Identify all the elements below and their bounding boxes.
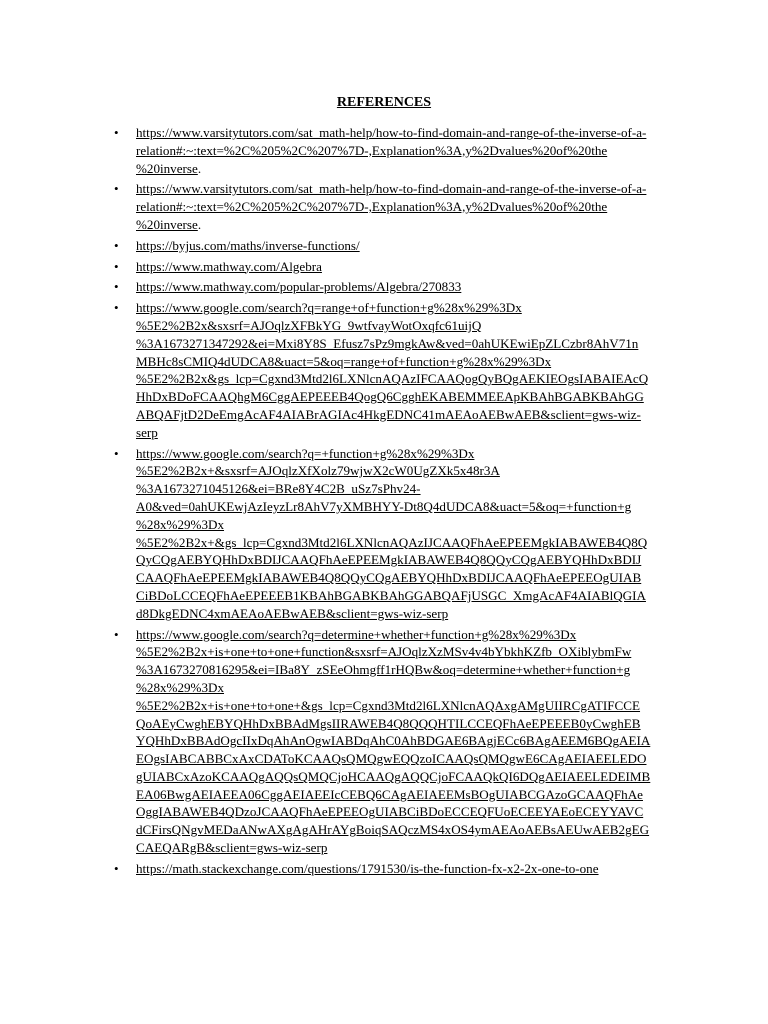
reference-link-line — [136, 534, 690, 552]
reference-link-line — [136, 406, 690, 424]
reference-link-text: dCFirsQNgvMEDaANwAXgAgAHrAYgBoiqSAQczMS4xOS4ymAEAoAEBsAEUwAEB2gEG — [136, 822, 650, 838]
reference-link-line — [136, 124, 690, 142]
reference-link-line — [136, 160, 690, 178]
bullet-icon: • — [114, 860, 119, 876]
reference-link-line — [136, 353, 690, 371]
reference-link-text: %5E2%2B2x+is+one+to+one+function&sxsrf=AJOqlzXzMSv4v4bYbkhKZfb_OXiblybmFw — [136, 644, 632, 660]
reference-link-text: %20inverse — [136, 160, 198, 176]
reference-link-text: https://www.mathway.com/Algebra — [136, 258, 322, 274]
reference-link-line — [136, 278, 690, 296]
reference-link-text: https://www.varsitytutors.com/sat_math-help/how-to-find-domain-and-range-of-the-inverse-of-a- — [136, 125, 647, 140]
reference-link-text: OggIABAWEB4QDzoJCAAQFhAeEPEEOgUIABCiBDoECCEQFUoECEEYAEoECEYYAVC — [136, 804, 644, 820]
bullet-icon: • — [114, 181, 119, 197]
reference-link-line — [136, 860, 690, 878]
reference-link-line — [136, 237, 690, 255]
reference-link-text: https://www.google.com/search?q=+function+g%28x%29%3Dx — [136, 445, 475, 461]
reference-link-text: %28x%29%3Dx — [136, 679, 225, 695]
reference-link-text: EA06BwgAEIAEEA06CggAEIAEEIcCEBQ6CAgAEIAEEMsBOgUIABCGAzoGCAAQFhAe — [136, 786, 643, 802]
reference-trailing-period: . — [197, 160, 202, 176]
bullet-icon: • — [114, 300, 119, 316]
reference-link-text: HhDxBDoFCAAQhgM6CggAEPEEEB4QogQ6CgghEKABEMMEEApKBAhBGABKBAhGG — [136, 389, 644, 405]
reference-link-line — [136, 626, 690, 644]
reference-link-text: %5E2%2B2x+&gs_lcp=Cgxnd3Mtd2l6LXNlcnAQAzIJCAAQFhAeEPEEMgkIABAWEB4Q8Q — [136, 534, 648, 550]
reference-item — [110, 860, 690, 878]
reference-link-line — [136, 424, 690, 442]
reference-link-text: %5E2%2B2x&sxsrf=AJOqlzXFBkYG_9wtfvayWotOxqfc61uijQ — [136, 317, 482, 333]
reference-link-line — [136, 697, 690, 715]
reference-item — [110, 278, 690, 296]
reference-item — [110, 626, 690, 857]
reference-link-text: %3A1673270816295&ei=IBa8Y_zSEeOhmgff1rHQBw&oq=determine+whether+function+g — [136, 662, 631, 678]
reference-link-text: %20inverse — [136, 216, 198, 232]
reference-link[interactable] — [136, 180, 690, 233]
reference-link-text: MBHc8sCMIQ4dUDCA8&uact=5&oq=range+of+function+g%28x%29%3Dx — [136, 353, 552, 369]
reference-link-line — [136, 445, 690, 463]
reference-link-text: https://www.varsitytutors.com/sat_math-help/how-to-find-domain-and-range-of-the-inverse-of-a- — [136, 181, 647, 197]
reference-link-text: CAEQARgB&sclient=gws-wiz-serp — [136, 840, 328, 856]
reference-link-line — [136, 679, 690, 697]
bullet-icon: • — [114, 125, 119, 140]
reference-link-line — [136, 198, 690, 216]
reference-link-line — [136, 299, 690, 317]
reference-link-text: QoAEyCwghEBYQHhDxBBAdMgsIIRAWEB4Q8QQQHTILCCEQFhAeEPEEEB0yCwghEB — [136, 715, 641, 731]
reference-link[interactable] — [136, 299, 690, 441]
reference-item — [110, 445, 690, 623]
reference-item — [110, 124, 690, 177]
reference-link-line — [136, 370, 690, 388]
reference-link-line — [136, 180, 690, 198]
reference-link-line — [136, 715, 690, 733]
bullet-icon: • — [114, 258, 119, 274]
reference-link[interactable] — [136, 237, 690, 255]
reference-item — [110, 258, 690, 276]
reference-link-line — [136, 335, 690, 353]
reference-link[interactable] — [136, 860, 690, 878]
reference-link-line — [136, 732, 690, 750]
reference-link-text: YQHhDxBBAdOgcIIxDqAhAnOgwIABDqAhC0AhBDGAE6BAgjECc6BAgAEEM6BQgAEIA — [136, 733, 651, 749]
reference-link-line — [136, 839, 690, 857]
reference-link[interactable] — [136, 258, 690, 276]
reference-link-text: serp — [136, 424, 158, 440]
reference-link[interactable] — [136, 626, 690, 857]
reference-link-line — [136, 216, 690, 234]
reference-link-text: https://math.stackexchange.com/questions/1791530/is-the-function-fx-x2-2x-one-to-one — [136, 860, 599, 876]
reference-link-line — [136, 750, 690, 768]
reference-link-text: %5E2%2B2x+is+one+to+one+&gs_lcp=Cgxnd3Mtd2l6LXNlcnAQAxgAMgUIIRCgATIFCCE — [136, 697, 641, 713]
reference-link-text: %5E2%2B2x&gs_lcp=Cgxnd3Mtd2l6LXNlcnAQAzIFCAAQogQyBQgAEKIEOgsIABAIEAcQ — [136, 371, 649, 387]
reference-item — [110, 299, 690, 441]
reference-link-line — [136, 480, 690, 498]
reference-link-line — [136, 605, 690, 623]
page-title: REFERENCES — [336, 95, 432, 110]
reference-link-text: relation#:~:text=%2C%205%2C%207%7D-,Explanation%3A,y%2Dvalues%20of%20the — [136, 199, 608, 215]
reference-link[interactable] — [136, 124, 690, 177]
reference-link-text: gUIABCxAzoKCAAQgAQQsQMQCjoHCAAQgAQQCjoFCAAQkQI6DQgAEIAEELEDEIMB — [136, 768, 651, 784]
reference-link[interactable] — [136, 445, 690, 623]
reference-link-line — [136, 569, 690, 587]
reference-link-text: relation#:~:text=%2C%205%2C%207%7D-,Explanation%3A,y%2Dvalues%20of%20the — [136, 142, 608, 158]
reference-link-line — [136, 803, 690, 821]
reference-item — [110, 180, 690, 233]
reference-link-line — [136, 661, 690, 679]
reference-link-text: https://www.mathway.com/popular-problems/Algebra/270833 — [136, 279, 462, 295]
reference-link-line — [136, 258, 690, 276]
reference-link-line — [136, 768, 690, 786]
reference-link-text: %3A1673271347292&ei=Mxi8Y8S_Efusz7sPz9mgkAw&ved=0ahUKEwiEpZLCzbr8AhV71n — [136, 335, 639, 351]
bullet-icon: • — [114, 626, 119, 642]
reference-link-text: ABQAFjtD2DeEmgAcAF4AIABrAGIAc4HkgEDNC41mAEAoAEBwAEB&sclient=gws-wiz- — [136, 406, 641, 422]
reference-link-text: EOgsIABCABBCxAxCDAToKCAAQsQMQgwEQQzoICAAQsQMQgwE6CAgAEIAEELEDO — [136, 751, 647, 767]
reference-link-text: CAAQFhAeEPEEMgkIABAWEB4Q8QQyCQgAEBYQHhDxBDIJCAAQFhAeEPEEOgUIAB — [136, 570, 642, 586]
reference-link-text: d8DkgEDNC4xmAEAoAEBwAEB&sclient=gws-wiz-serp — [136, 605, 449, 621]
reference-link-text: https://www.google.com/search?q=range+of+function+g%28x%29%3Dx — [136, 300, 522, 316]
reference-link-text: %3A1673271045126&ei=BRe8Y4C2B_uSz7sPhv24- — [136, 481, 421, 497]
reference-item — [110, 237, 690, 255]
reference-link-line — [136, 498, 690, 516]
reference-trailing-period: . — [197, 216, 202, 232]
reference-link-line — [136, 786, 690, 804]
reference-link-line — [136, 462, 690, 480]
reference-link-text: A0&ved=0ahUKEwjAzIeyzLr8AhV7yXMBHYY-Dt8Q4dUDCA8&uact=5&oq=+function+g — [136, 498, 632, 514]
reference-link-line — [136, 516, 690, 534]
reference-link-text: QyCQgAEBYQHhDxBDIJCAAQFhAeEPEEMgkIABAWEB4Q8QQyCQgAEBYQHhDxBDIJ — [136, 552, 642, 568]
reference-link-text: https://byjus.com/maths/inverse-functions/ — [136, 237, 360, 253]
bullet-icon: • — [114, 445, 119, 461]
reference-link-text: https://www.google.com/search?q=determine+whether+function+g%28x%29%3Dx — [136, 626, 577, 642]
reference-link-line — [136, 587, 690, 605]
bullet-icon: • — [114, 237, 119, 253]
reference-link-line — [136, 551, 690, 569]
reference-list — [110, 124, 690, 881]
reference-link-text: %5E2%2B2x+&sxsrf=AJOqlzXfXolz79wjwX2cW0UgZXk5x48r3A — [136, 463, 500, 479]
bullet-icon: • — [114, 279, 119, 295]
reference-link-line — [136, 643, 690, 661]
reference-link-text: CiBDoLCCEQFhAeEPEEEB1KBAhBGABKBAhGGABQAFjUSGC_XmgAcAF4AIABlQGIA — [136, 587, 646, 603]
reference-link[interactable] — [136, 278, 690, 296]
reference-link-line — [136, 821, 690, 839]
reference-link-text: %28x%29%3Dx — [136, 516, 225, 532]
reference-link-line — [136, 388, 690, 406]
reference-link-line — [136, 317, 690, 335]
reference-link-line — [136, 142, 690, 160]
